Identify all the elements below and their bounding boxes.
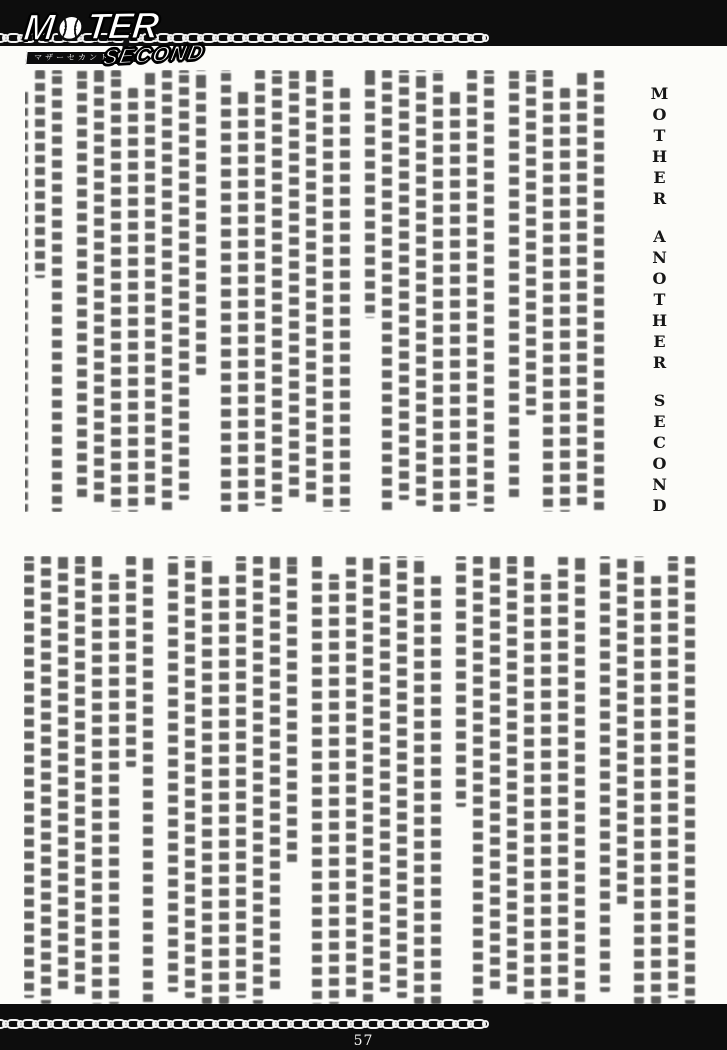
redacted-text-column	[35, 70, 45, 278]
redacted-text-column	[179, 70, 189, 500]
redacted-text-column	[668, 556, 678, 998]
chain-link-icon	[167, 1020, 174, 1028]
redacted-text-column	[58, 556, 68, 992]
redacted-text-column	[196, 70, 206, 375]
redacted-text-column	[312, 556, 322, 1004]
chain-link-icon	[2, 1020, 9, 1028]
redacted-text-column	[541, 574, 551, 1004]
redacted-text-column	[270, 556, 280, 992]
redacted-text-column	[287, 556, 297, 865]
chain-link-icon	[362, 1020, 369, 1028]
logo-letter-m: M	[21, 6, 56, 49]
chain-link-icon	[122, 1020, 129, 1028]
chain-link-icon	[47, 1020, 54, 1028]
redacted-text-column	[600, 556, 610, 992]
redacted-text-column	[92, 556, 102, 1004]
redacted-text-column	[560, 88, 570, 512]
redacted-text-column	[253, 556, 263, 1004]
redacted-text-column	[365, 70, 375, 318]
redacted-text-column	[617, 556, 627, 905]
redacted-text-column	[431, 574, 441, 1004]
redacted-text-column	[111, 70, 121, 512]
upper-text-block	[25, 70, 611, 512]
logo-second-banner: SECOND	[101, 39, 208, 70]
chain-link-icon	[137, 1020, 144, 1028]
redacted-text-column	[651, 574, 661, 1004]
redacted-text-column	[329, 574, 339, 1004]
redacted-text-column	[414, 556, 424, 1004]
redacted-text-column	[473, 556, 483, 1004]
chain-link-icon	[392, 1020, 399, 1028]
redacted-text-column	[456, 556, 466, 807]
chain-link-icon	[287, 34, 294, 42]
chapter-title	[650, 84, 669, 517]
chain-link-icon	[257, 34, 264, 42]
redacted-text-column	[168, 556, 178, 992]
chain-link-icon	[347, 1020, 354, 1028]
redacted-text-column	[507, 556, 517, 998]
chain-link-icon	[482, 1020, 489, 1028]
redacted-text-column	[484, 70, 494, 512]
chain-link-icon	[197, 1020, 204, 1028]
redacted-text-column	[202, 556, 212, 1004]
redacted-text-column	[145, 70, 155, 506]
redacted-text-column	[433, 70, 443, 512]
chain-link-icon	[242, 1020, 249, 1028]
chain-link-icon	[242, 34, 249, 42]
redacted-text-column	[594, 70, 604, 512]
lower-text-block	[24, 556, 702, 1004]
redacted-text-column	[162, 70, 172, 512]
redacted-text-column	[509, 70, 519, 500]
redacted-text-column	[185, 556, 195, 998]
redacted-text-column	[24, 556, 34, 998]
chain-link-icon	[362, 34, 369, 42]
bottom-border-bar	[0, 1004, 727, 1050]
redacted-text-column	[238, 88, 248, 512]
chain-link-icon	[227, 34, 234, 42]
redacted-text-column	[380, 556, 390, 992]
logo-letters-ter: TER	[84, 4, 161, 48]
chain-link-icon	[287, 1020, 294, 1028]
chain-link-icon	[32, 1020, 39, 1028]
redacted-text-column	[221, 70, 231, 512]
title-word-mother: MOTHER	[650, 84, 669, 210]
chain-link-icon	[272, 34, 279, 42]
chain-link-icon	[107, 1020, 114, 1028]
chain-link-icon	[437, 1020, 444, 1028]
chain-link-icon	[212, 1020, 219, 1028]
redacted-text-column	[685, 556, 695, 1004]
chain-pattern-icon	[0, 1019, 727, 1029]
chain-link-icon	[482, 34, 489, 42]
chain-link-icon	[467, 1020, 474, 1028]
redacted-text-column	[94, 70, 104, 506]
chain-link-icon	[422, 34, 429, 42]
redacted-text-column	[128, 88, 138, 512]
redacted-text-column	[397, 556, 407, 998]
redacted-text-column	[558, 556, 568, 998]
logo-katakana-label: マザーセカンド	[25, 51, 119, 65]
chain-link-icon	[302, 34, 309, 42]
redacted-text-column	[143, 556, 153, 1004]
redacted-text-column	[416, 70, 426, 506]
redacted-text-column	[272, 70, 282, 512]
redacted-text-column	[399, 70, 409, 500]
chain-link-icon	[227, 1020, 234, 1028]
chain-link-icon	[77, 1020, 84, 1028]
redacted-text-column	[255, 70, 265, 506]
redacted-text-column	[634, 556, 644, 1004]
chain-link-icon	[272, 1020, 279, 1028]
redacted-text-column	[524, 556, 534, 1004]
redacted-text-column	[575, 556, 585, 1004]
chain-link-icon	[17, 1020, 24, 1028]
redacted-text-column	[526, 70, 536, 415]
chain-link-icon	[452, 34, 459, 42]
chain-link-icon	[257, 1020, 264, 1028]
redacted-text-column	[25, 88, 28, 512]
redacted-text-column	[346, 556, 356, 998]
redacted-text-column	[75, 556, 85, 998]
redacted-text-column	[77, 70, 87, 500]
chain-link-icon	[302, 1020, 309, 1028]
chain-link-icon	[407, 34, 414, 42]
title-word-another: ANOTHER	[650, 227, 669, 374]
redacted-text-column	[467, 70, 477, 506]
baseball-icon	[54, 13, 86, 43]
chain-link-icon	[332, 1020, 339, 1028]
redacted-text-column	[490, 556, 500, 992]
redacted-text-column	[289, 70, 299, 500]
chain-link-icon	[347, 34, 354, 42]
chain-link-icon	[182, 1020, 189, 1028]
redacted-text-column	[52, 70, 62, 512]
redacted-text-column	[306, 70, 316, 506]
page-number: 57	[353, 1033, 374, 1049]
chain-link-icon	[317, 34, 324, 42]
chain-link-icon	[317, 1020, 324, 1028]
chain-link-icon	[422, 1020, 429, 1028]
chain-link-icon	[152, 1020, 159, 1028]
series-logo	[6, 2, 226, 72]
redacted-text-column	[340, 88, 350, 512]
chain-link-icon	[92, 1020, 99, 1028]
title-word-second: SECOND	[650, 391, 669, 517]
redacted-text-column	[236, 556, 246, 998]
redacted-text-column	[323, 70, 333, 512]
redacted-text-column	[109, 574, 119, 1004]
chain-link-icon	[452, 1020, 459, 1028]
chain-link-icon	[392, 34, 399, 42]
chain-link-icon	[377, 34, 384, 42]
chain-link-icon	[407, 1020, 414, 1028]
chain-link-icon	[467, 34, 474, 42]
redacted-text-column	[382, 70, 392, 512]
redacted-text-column	[450, 88, 460, 512]
redacted-text-column	[543, 70, 553, 512]
redacted-text-column	[219, 574, 229, 1004]
redacted-text-column	[126, 556, 136, 767]
chain-link-icon	[377, 1020, 384, 1028]
redacted-text-column	[577, 70, 587, 506]
chain-link-icon	[332, 34, 339, 42]
redacted-text-column	[41, 556, 51, 1004]
chain-link-icon	[62, 1020, 69, 1028]
chain-link-icon	[437, 34, 444, 42]
redacted-text-column	[363, 556, 373, 1004]
